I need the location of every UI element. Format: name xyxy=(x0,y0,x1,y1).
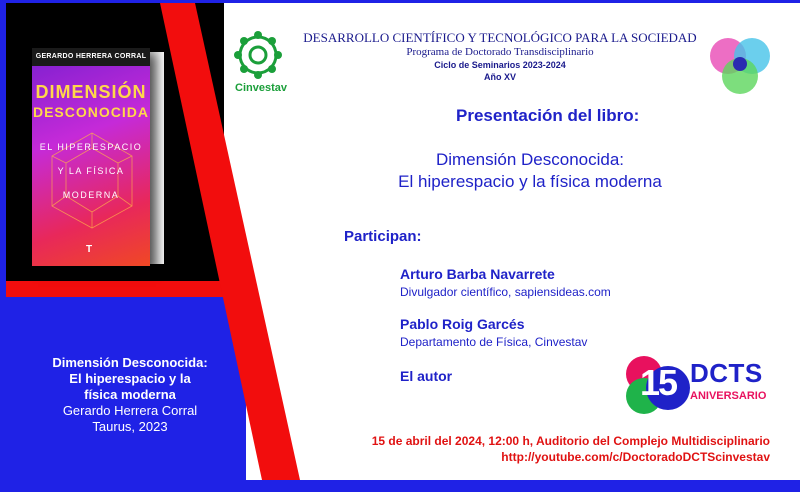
book-caption xyxy=(30,355,230,435)
dcts-venn-logo-icon xyxy=(700,26,780,106)
bottom-border xyxy=(0,480,800,492)
event-date-place: 15 de abril del 2024, 12:00 h, Auditorio del Complejo Multidisciplinario xyxy=(371,434,770,448)
participants-heading: Participan: xyxy=(344,228,422,245)
participant-name: El autor xyxy=(400,368,453,384)
book-cover-subtitle-line1: EL HIPERESPACIO xyxy=(39,142,143,152)
book-spine xyxy=(150,52,164,264)
book-author-band: GERARDO HERRERA CORRAL xyxy=(32,48,150,66)
header-cycle: Ciclo de Seminarios 2023-2024 xyxy=(434,60,566,70)
header-program: Programa de Doctorado Transdisciplinario xyxy=(406,46,594,58)
header-year: Año XV xyxy=(483,72,516,82)
publisher-mark: T xyxy=(86,244,93,255)
participant-name: Pablo Roig Garcés xyxy=(400,316,525,332)
book-title-line1: Dimensión Desconocida: xyxy=(435,150,625,169)
book-cover-title-line2: DESCONOCIDA xyxy=(32,104,149,120)
cinvestav-label: Cinvestav xyxy=(235,82,287,94)
caption-title-line3: física moderna xyxy=(84,387,176,402)
book-cover-subtitle-line3: MODERNA xyxy=(62,190,120,200)
anniversary-number: 15 xyxy=(640,362,677,403)
caption-author: Gerardo Herrera Corral xyxy=(62,403,198,418)
participant-name: Arturo Barba Navarrete xyxy=(400,266,555,282)
book-cover-title-line1: DIMENSIÓN xyxy=(35,82,147,102)
book-cover-subtitle-line2: Y LA FÍSICA xyxy=(57,166,125,176)
event-url-link[interactable]: http://youtube.com/c/DoctoradoDCTScinvestav xyxy=(501,450,770,464)
caption-publisher-year: Taurus, 2023 xyxy=(92,419,168,434)
participant-role: Departamento de Física, Cinvestav xyxy=(400,335,588,349)
caption-title-line2: El hiperespacio y la xyxy=(69,371,191,386)
book-cover xyxy=(32,48,150,266)
anniversary-label: ANIVERSARIO xyxy=(690,390,767,402)
anniversary-brand: DCTS xyxy=(690,358,763,388)
cinvestav-logo-icon xyxy=(233,30,283,80)
caption-title-line1: Dimensión Desconocida: xyxy=(52,355,208,370)
participant-role: Divulgador científico, sapiensideas.com xyxy=(400,285,611,299)
header-title: DESARROLLO CIENTÍFICO Y TECNOLÓGICO PARA LA SOCIEDAD xyxy=(303,30,697,45)
book-title-line2: El hiperespacio y la física moderna xyxy=(398,172,662,191)
anniversary-badge xyxy=(626,356,776,416)
presentation-heading: Presentación del libro: xyxy=(456,106,640,125)
